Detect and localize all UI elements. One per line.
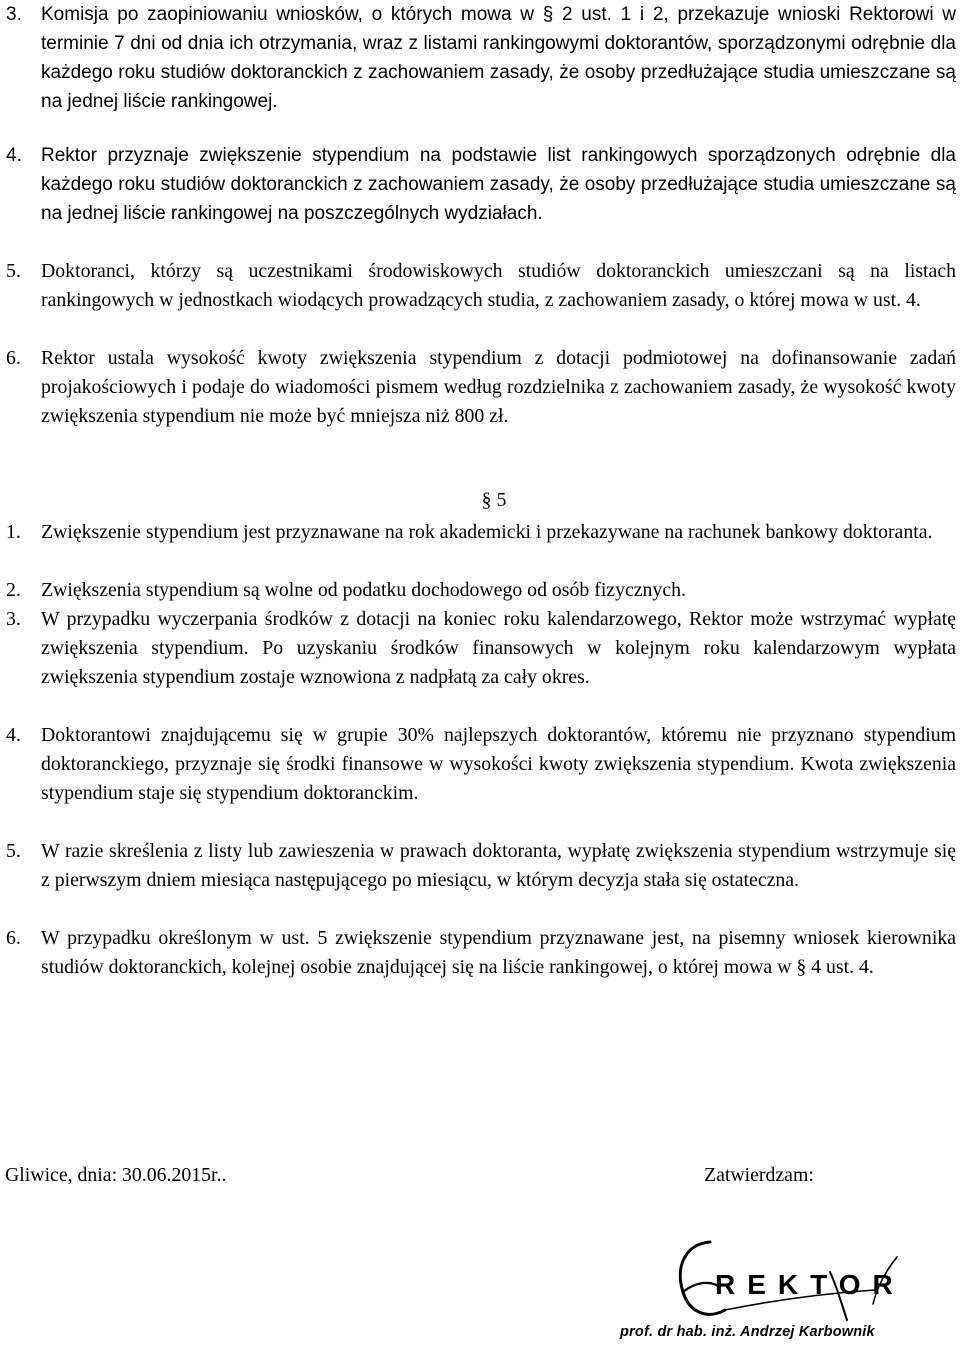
list-item	[6, 257, 956, 315]
signature-caption: prof. dr hab. inż. Andrzej Karbownik	[620, 1324, 875, 1340]
item-number: 4.	[6, 724, 21, 746]
list-item	[6, 576, 956, 605]
item-number: 4.	[6, 145, 22, 166]
list-item	[6, 344, 956, 431]
item-number: 3.	[6, 608, 21, 630]
item-text: Rektor ustala wysokość kwoty zwiększenia stypendium z dotacji podmiotowej na dofinansowanie zadań projakościowych i podaje do wiadomości pismem według rozdzielnika z zachowaniem zasady, że wysokość kwoty zwiększenia stypendium nie może być mniejsza niż 800 zł.	[41, 347, 956, 427]
item-text: W razie skreślenia z listy lub zawieszenia w prawach doktoranta, wypłatę zwiększenia stypendium wstrzymuje się z pierwszym dniem miesiąca następującego po miesiącu, w którym decyzja stała się ostateczna.	[41, 840, 956, 891]
item-number: 5.	[6, 840, 21, 862]
item-text: Zwiększenia stypendium są wolne od podatku dochodowego od osób fizycznych.	[41, 579, 686, 601]
list-item	[6, 837, 956, 895]
place-date: Gliwice, dnia: 30.06.2015r..	[5, 1164, 227, 1186]
list-item	[6, 924, 956, 982]
list-item	[6, 141, 956, 228]
item-number: 3.	[6, 4, 22, 25]
item-text: Rektor przyznaje zwiększenie stypendium na podstawie list rankingowych sporządzonych odrębnie dla każdego roku studiów doktoranckich z zachowaniem zasady, że osoby przedłużające studia umieszczane są na jednej liście rankingowej na poszczególnych wydziałach.	[41, 145, 956, 224]
item-text: Doktoranci, którzy są uczestnikami środowiskowych studiów doktoranckich umieszczani są na listach rankingowych w jednostkach wiodących prowadzących studia, z zachowaniem zasady, o której mowa w ust. 4.	[41, 260, 956, 311]
list-item	[6, 721, 956, 808]
item-text: W przypadku wyczerpania środków z dotacji na koniec roku kalendarzowego, Rektor może wstrzymać wypłatę zwiększenia stypendium. Po uzyskaniu środków finansowych w kolejnym roku kalendarzowym wypłata zwiększenia stypendium zostaje wznowiona z nadpłatą za cały okres.	[41, 608, 956, 688]
item-number: 6.	[6, 347, 21, 369]
list-item	[6, 0, 956, 116]
section-heading	[0, 486, 960, 515]
list-item	[6, 518, 956, 547]
section-title: § 5	[481, 489, 507, 511]
item-number: 5.	[6, 260, 21, 282]
item-number: 6.	[6, 927, 21, 949]
list-item	[6, 605, 956, 692]
item-text: Zwiększenie stypendium jest przyznawane na rok akademicki i przekazywane na rachunek bankowy doktoranta.	[41, 521, 933, 543]
approval-label: Zatwierdzam:	[704, 1164, 814, 1186]
item-text: Doktorantowi znajdującemu się w grupie 30% najlepszych doktorantów, któremu nie przyznano stypendium doktoranckiego, przyznaje się środki finansowe w wysokości kwoty zwiększenia stypendium. Kwota zwiększenia stypendium staje się stypendium doktoranckim.	[41, 724, 956, 804]
item-text: Komisja po zaopiniowaniu wniosków, o których mowa w § 2 ust. 1 i 2, przekazuje wnioski Rektorowi w terminie 7 dni od dnia ich otrzymania, wraz z listami rankingowymi doktorantów, sporządzonymi odrębnie dla każdego roku studiów doktoranckich z zachowaniem zasady, że osoby przedłużające studia umieszczane są na jednej liście rankingowej.	[41, 4, 956, 112]
item-number: 2.	[6, 579, 21, 601]
item-number: 1.	[6, 521, 21, 543]
svg-text:REKTOR: REKTOR	[715, 1269, 905, 1300]
item-text: W przypadku określonym w ust. 5 zwiększenie stypendium przyznawane jest, na pisemny wniosek kierownika studiów doktoranckich, kolejnej osobie znajdującej się na liście rankingowej, o której mowa w § 4 ust. 4.	[41, 927, 956, 978]
